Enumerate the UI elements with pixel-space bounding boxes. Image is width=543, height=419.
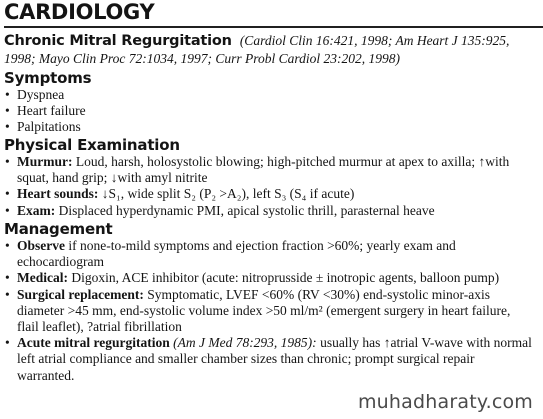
physical-exam-list: [4, 154, 532, 219]
list-item-heart-sounds: [4, 186, 532, 202]
exam-label: Exam:: [17, 202, 56, 218]
symptoms-list: [4, 87, 532, 136]
management-list: [4, 238, 532, 384]
site-watermark: muhadharaty.com: [357, 391, 533, 413]
topic-header: [4, 32, 540, 67]
murmur-text: Loud, harsh, holosystolic blowing; high-pitched murmur at apex to axilla; ↑with squat, hand grip; ↓with amyl nitrite: [17, 154, 510, 186]
list-item-observe: [4, 238, 532, 270]
list-item-surgical: [4, 287, 532, 336]
title-divider: [4, 26, 543, 28]
topic-references: (Cardiol Clin 16:421, 1998; Am Heart J 135:925, 1998; Mayo Clin Proc 72:1034, 1997; Curr Probl Cardiol 23:202, 1998): [4, 33, 510, 66]
list-item-murmur: [4, 154, 532, 186]
acute-mr-label: Acute mitral regurgitation: [17, 335, 170, 351]
surgical-text: Symptomatic, LVEF <60% (RV <30%) end-systolic minor-axis diameter >45 mm, end-systolic volume index >50 ml/m² (emergent surgery in heart failure, flail leaflet), ?atrial fibrillation: [17, 286, 511, 335]
heart-sounds-text: ↓S₁, wide split S₂ (P₂ >A₂), left S₃ (S₄ if acute): [101, 186, 355, 202]
surgical-label: Surgical replacement:: [17, 286, 144, 302]
medical-label: Medical:: [17, 270, 68, 286]
exam-text: Displaced hyperdynamic PMI, apical systolic thrill, parasternal heave: [58, 202, 435, 218]
list-item: • Palpitations: [4, 119, 532, 135]
acute-mr-reference: (Am J Med 78:293, 1985):: [173, 335, 317, 351]
symptoms-heading: Symptoms: [4, 69, 92, 87]
acute-mr-text: usually has ↑atrial V-wave with normal left atrial compliance and smaller chamber sizes than chronic; prompt surgical repair warranted.: [17, 335, 532, 383]
list-item: • Heart failure: [4, 103, 532, 119]
murmur-label: Murmur:: [17, 154, 73, 169]
management-heading: Management: [4, 220, 113, 238]
list-item-exam: [4, 203, 532, 219]
heart-sounds-label: Heart sounds:: [17, 186, 99, 202]
list-item-medical: [4, 270, 532, 286]
list-item-acute-mr: [4, 335, 532, 384]
page-title: CARDIOLOGY: [4, 0, 155, 24]
observe-label: Observe: [17, 238, 65, 253]
topic-title: Chronic Mitral Regurgitation: [4, 33, 232, 49]
physical-exam-heading: Physical Examination: [4, 136, 180, 154]
list-item: • Dyspnea: [4, 87, 532, 103]
observe-text: if none-to-mild symptoms and ejection fraction >60%; yearly exam and echocardiogram: [17, 238, 456, 270]
medical-text: Digoxin, ACE inhibitor (acute: nitroprusside ± inotropic agents, balloon pump): [71, 270, 500, 286]
